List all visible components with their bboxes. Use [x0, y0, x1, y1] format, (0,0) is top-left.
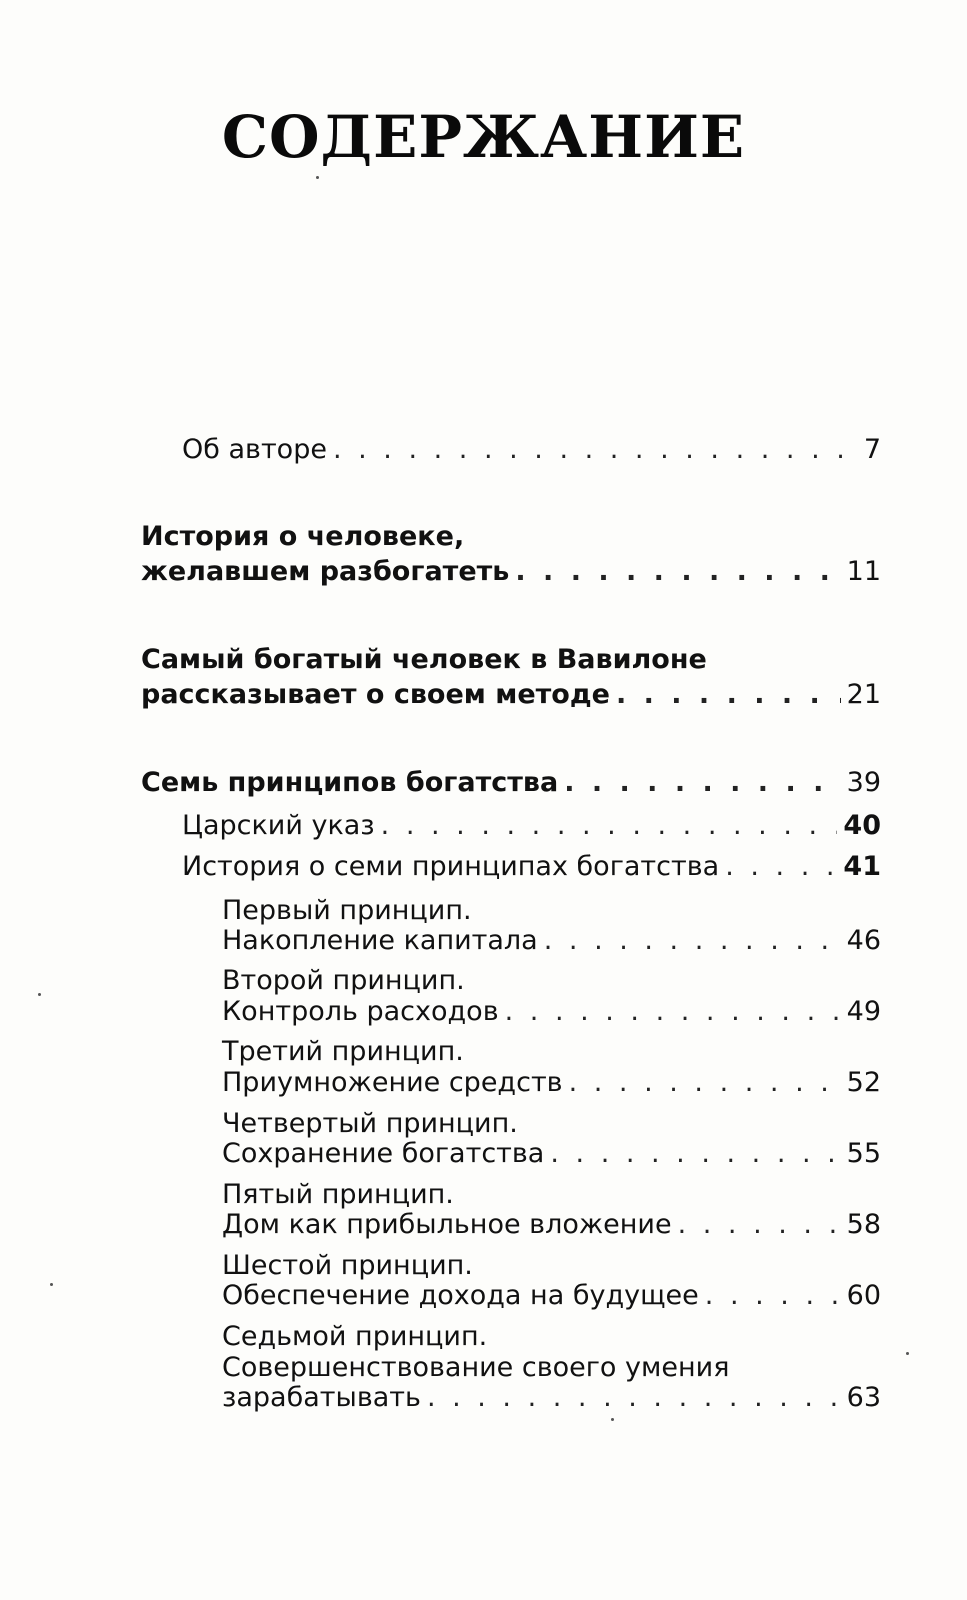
toc-entry-title: Сохранение богатства: [222, 1138, 545, 1169]
toc-entry-principle-1[interactable]: [222, 923, 881, 959]
toc-entry-page: 21: [846, 679, 881, 710]
toc-entry-title: Обеспечение дохода на будущее: [222, 1280, 699, 1311]
toc-entry-title: История о семи принципах богатства: [182, 851, 720, 882]
dot-leader: [616, 677, 841, 713]
toc-entry-page: 52: [846, 1067, 881, 1098]
dot-leader: [515, 554, 840, 590]
toc-entry-title: Дом как прибыльное вложение: [222, 1209, 672, 1240]
toc-entry-page: 40: [843, 810, 881, 841]
toc-entry-line2: Совершенствование своего умения: [222, 1352, 730, 1383]
toc-entry-page: 58: [846, 1209, 881, 1240]
toc-entry-principle-7[interactable]: [222, 1380, 881, 1416]
toc-entry-richest-man[interactable]: [141, 677, 881, 713]
dot-leader: [705, 1278, 841, 1314]
toc-entry-line1: Второй принцип.: [222, 965, 465, 996]
toc-entry-story-man[interactable]: [141, 554, 881, 590]
dot-leader: [725, 849, 837, 885]
toc-entry-line1: Шестой принцип.: [222, 1250, 473, 1281]
toc-entry-principle-3[interactable]: [222, 1065, 881, 1101]
toc-entry-line1: Седьмой принцип.: [222, 1321, 488, 1352]
scan-speck: [611, 1418, 614, 1421]
toc-entry-principle-4[interactable]: [222, 1136, 881, 1172]
toc-entry-line1: Самый богатый человек в Вавилоне: [141, 644, 707, 675]
toc-entry-line1: История о человеке,: [141, 521, 465, 552]
toc-entry-line1: Пятый принцип.: [222, 1179, 454, 1210]
toc-entry-page: 11: [846, 556, 881, 587]
toc-entry-title: рассказывает о своем методе: [141, 679, 610, 710]
toc-entry-title: Семь принципов богатства: [141, 767, 559, 798]
toc-entry-principle-2[interactable]: [222, 994, 881, 1030]
dot-leader: [381, 808, 838, 844]
dot-leader: [569, 1065, 841, 1101]
toc-entry-title: желавшем разбогатеть: [141, 556, 510, 587]
toc-entry-page: 39: [846, 767, 881, 798]
dot-leader: [505, 994, 841, 1030]
dot-leader: [427, 1380, 841, 1416]
toc-entry-title: Об авторе: [182, 434, 327, 465]
toc-entry-page: 7: [863, 434, 881, 465]
scan-speck: [316, 176, 319, 179]
toc-entry-principle-6[interactable]: [222, 1278, 881, 1314]
toc-entry-line1: Четвертый принцип.: [222, 1108, 518, 1139]
toc-entry-title: Контроль расходов: [222, 996, 499, 1027]
toc-entry-title: Царский указ: [182, 810, 375, 841]
toc-entry-line1: Первый принцип.: [222, 895, 472, 926]
toc-entry-title: Приумножение средств: [222, 1067, 563, 1098]
toc-entry-seven-principles-story[interactable]: [182, 849, 881, 885]
dot-leader: [550, 1136, 840, 1172]
toc-entry-page: 49: [846, 996, 881, 1027]
toc-entry-principle-5[interactable]: [222, 1207, 881, 1243]
toc-entry-line1: Третий принцип.: [222, 1036, 464, 1067]
toc-entry-seven-principles[interactable]: [141, 765, 881, 801]
toc-entry-royal-decree[interactable]: [182, 808, 881, 844]
dot-leader: [333, 432, 849, 468]
toc-entry-page: 63: [846, 1382, 881, 1413]
toc-entry-page: 60: [846, 1280, 881, 1311]
toc-entry-about-author[interactable]: [182, 432, 881, 468]
toc-entry-title: Накопление капитала: [222, 925, 538, 956]
toc-entry-page: 41: [843, 851, 881, 882]
dot-leader: [678, 1207, 841, 1243]
scan-speck: [38, 993, 41, 996]
toc-entry-page: 55: [846, 1138, 881, 1169]
toc-entry-page: 46: [846, 925, 881, 956]
dot-leader: [544, 923, 841, 959]
scan-speck: [906, 1352, 909, 1355]
toc-entry-title: зарабатывать: [222, 1382, 421, 1413]
dot-leader: [564, 765, 840, 801]
scan-speck: [50, 1283, 53, 1286]
page-title: СОДЕРЖАНИЕ: [221, 103, 746, 171]
